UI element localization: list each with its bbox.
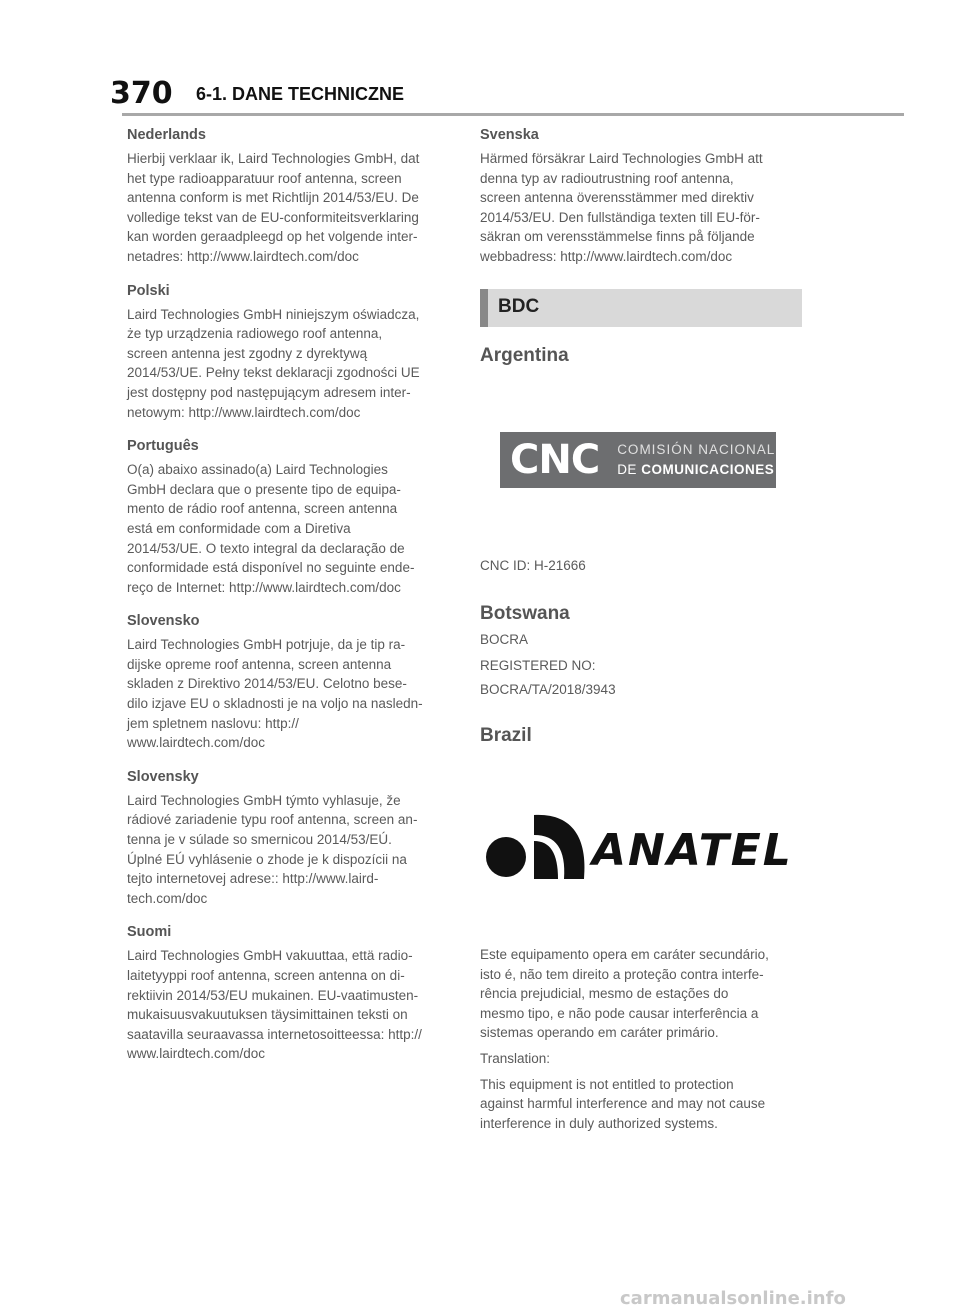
- cnc-logo: [500, 432, 776, 488]
- section-nederlands: [127, 125, 457, 267]
- section-suomi: [127, 922, 457, 1064]
- language-heading: Português: [127, 438, 199, 455]
- brazil-portuguese-text: Este equipamento opera em caráter secundário, isto é, não tem direito a proteção contra interfe- rência prejudicial, mesmo de estações do mesmo tipo, e não pode causar interferência a sistemas operando em caráter primário.: [480, 947, 769, 1041]
- botswana-line-1: BOCRA: [480, 632, 529, 647]
- bdc-section-bar: [480, 289, 802, 327]
- declaration-text: Hierbij verklaar ik, Laird Technologies GmbH, dat het type radioapparatuur roof antenna, screen antenna conform is met Richtlijn 2014/53/EU. De volledige tekst van de EU-conformiteitsverklaring kan worden geraadpleegd op het volgende inter- netadres: http://www.lairdtech.com/doc: [127, 151, 420, 264]
- language-heading: Polski: [127, 282, 170, 299]
- header-divider: [122, 113, 904, 116]
- language-heading: Slovensko: [127, 613, 200, 630]
- botswana-line-2: REGISTERED NO:: [480, 658, 596, 673]
- language-heading: Svenska: [480, 127, 539, 143]
- language-heading: Suomi: [127, 924, 172, 941]
- page-header: [0, 0, 960, 118]
- cnc-logo-line2-bold: COMUNICACIONES: [641, 462, 775, 477]
- botswana-line-3: BOCRA/TA/2018/3943: [480, 682, 616, 697]
- section-slovensky: [127, 767, 457, 909]
- language-heading: Nederlands: [127, 127, 206, 143]
- declaration-text: Laird Technologies GmbH potrjuje, da je tip ra- dijske opreme roof antenna, screen antenna skladen z Direktivo 2014/53/EU. Celotno bese- dilo izjave EU o skladnosti je na voljo na nasledn- jem spletnem naslovu: http:// www.lairdtech.com/doc: [127, 637, 423, 751]
- declaration-text: Laird Technologies GmbH niniejszym oświadcza, że typ urządzenia radiowego roof antenna, screen antenna jest zgodny z dyrektywą 2014/53/UE. Pełny tekst deklaracji zgodności UE jest dostępny pod następującym adresem inter- netowym: http://www.lairdtech.com/doc: [127, 306, 420, 420]
- translation-text: This equipment is not entitled to protection against harmful interference and may not cause interference in duly authorized systems.: [480, 1076, 766, 1131]
- anatel-wordmark: ANATEL: [592, 825, 793, 876]
- declaration-text: Härmed försäkrar Laird Technologies GmbH att denna typ av radioutrustning roof antenna, screen antenna överensstämmer med direktiv 2014/53/EU. Den fullständiga texten till EU-för- säkran om verensstämmelse finns på följande webbadress: http://www.lairdtech.com/doc: [480, 151, 763, 264]
- cnc-logo-line2-prefix: DE: [617, 462, 642, 477]
- cnc-logo-line1: COMISIÓN NACIONAL: [617, 442, 776, 457]
- cnc-logo-letters: CNC: [510, 437, 600, 483]
- chapter-title: 6-1. DANE TECHNICZNE: [196, 84, 405, 104]
- anatel-logo: [484, 805, 794, 885]
- bdc-accent-stripe: [480, 289, 488, 327]
- bdc-label: BDC: [498, 296, 540, 317]
- right-column-top: [480, 125, 810, 281]
- page-number: 370: [110, 76, 173, 111]
- argentina-heading: Argentina: [480, 345, 569, 366]
- language-heading: Slovensky: [127, 768, 199, 785]
- translation-label: Translation:: [480, 1050, 551, 1066]
- cnc-logo-text: [617, 440, 775, 480]
- brazil-text-block: [480, 945, 810, 1133]
- watermark: carmanualsonline.info: [620, 1288, 846, 1309]
- botswana-heading: Botswana: [480, 603, 570, 624]
- cnc-logo-line2: [617, 460, 775, 480]
- cnc-id: CNC ID: H-21666: [480, 558, 586, 573]
- section-svenska: [480, 125, 810, 267]
- brazil-heading: Brazil: [480, 725, 532, 746]
- declaration-text: Laird Technologies GmbH týmto vyhlasuje, že rádiové zariadenie typu roof antenna, screen an- tenna je v súlade so smernicou 2014/53/EÚ. Úplné EÚ vyhlásenie o zhode je k dispozícii na tejto internetovej adrese:: http://www.laird- tech.com/doc: [127, 792, 418, 906]
- declaration-text: Laird Technologies GmbH vakuuttaa, että radio- laitetyyppi roof antenna, screen antenna on di- rektiivin 2014/53/EU mukainen. EU-vaatimusten- mukaisuusvakuutuksen täysimittainen teksti on saatavilla seuraavassa internetosoitteessa: http:// www.lairdtech.com/doc: [127, 948, 422, 1062]
- section-polski: [127, 281, 457, 423]
- declaration-text: O(a) abaixo assinado(a) Laird Technologies GmbH declara que o presente tipo de equipa- mento de rádio roof antenna, screen antenna está em conformidade com a Diretiva 2014/53/UE. O texto integral da declaração de conformidade está disponível no seguinte ende- reço de Internet: http://www.lairdtech.com/doc: [127, 462, 415, 595]
- section-slovensko: [127, 611, 457, 753]
- section-portugues: [127, 436, 457, 597]
- left-column: [127, 125, 457, 1078]
